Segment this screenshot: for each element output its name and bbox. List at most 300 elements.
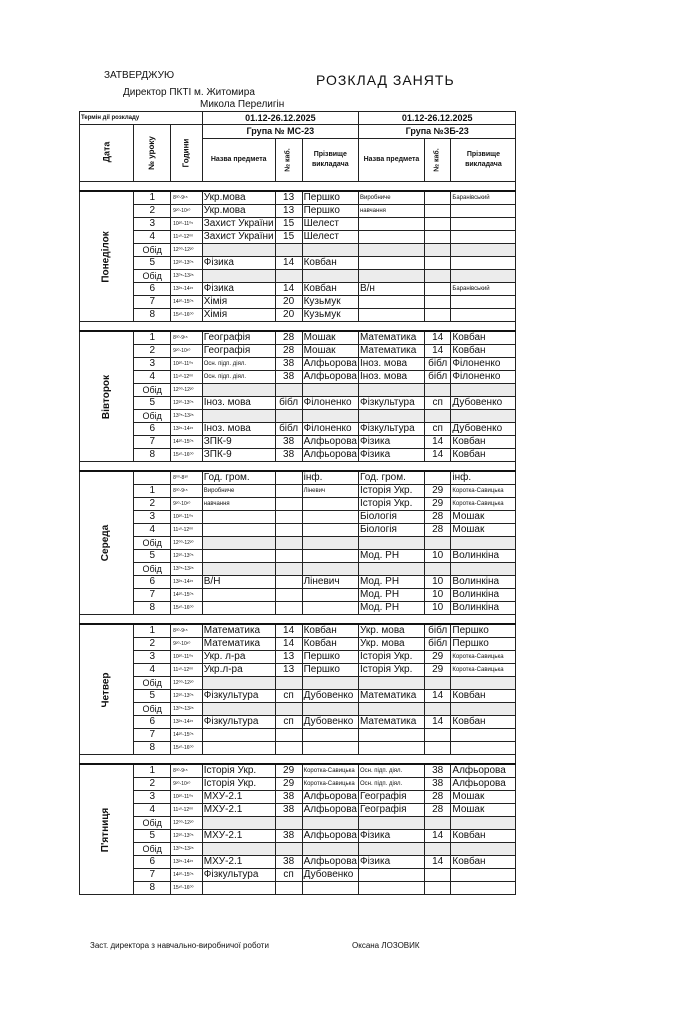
room-group1 <box>275 498 302 511</box>
table-row <box>80 742 516 755</box>
lunch-cell <box>358 270 424 283</box>
teacher-group1: Ковбан <box>302 624 358 638</box>
lesson-number: 8 <box>134 882 171 895</box>
lunch-cell <box>302 677 358 690</box>
lunch-cell <box>202 410 275 423</box>
teacher-group1: Шелест <box>302 218 358 231</box>
lesson-number: 7 <box>134 869 171 882</box>
lunch-cell <box>424 563 450 576</box>
table-row <box>80 664 516 677</box>
lesson-time: 11¹⁰-12⁰⁰ <box>171 524 203 537</box>
teacher-group2: Алфьорова <box>451 764 516 778</box>
lesson-time: 15¹⁰-16⁰⁰ <box>171 602 203 615</box>
teacher-group2: Мошак <box>451 524 516 537</box>
room-group2: 14 <box>424 856 450 869</box>
room-group2: 28 <box>424 804 450 817</box>
lunch-cell <box>451 563 516 576</box>
director-label: Директор ПКТІ м. Житомира <box>123 87 255 98</box>
room-group1 <box>275 524 302 537</box>
lunch-cell <box>275 703 302 716</box>
lesson-number: 8 <box>134 309 171 322</box>
room-group1: 38 <box>275 830 302 843</box>
room-group2: 14 <box>424 690 450 703</box>
table-row <box>80 690 516 703</box>
teacher-group1: Філоненко <box>302 397 358 410</box>
lesson-time: 9²⁰-10¹⁰ <box>171 205 203 218</box>
deputy-label: Заст. директора з навчально-виробничої роботи <box>90 941 269 950</box>
lesson-time: 9²⁰-10¹⁰ <box>171 778 203 791</box>
lunch-cell <box>358 244 424 257</box>
lunch-cell <box>202 537 275 550</box>
lesson-time: 8³⁰-9¹⁵ <box>171 331 203 345</box>
table-row <box>80 729 516 742</box>
room-group2: 10 <box>424 550 450 563</box>
table-row <box>80 485 516 498</box>
teacher-group2: Першко <box>451 638 516 651</box>
table-row <box>80 384 516 397</box>
table-row <box>80 869 516 882</box>
day-name: Понеділок <box>80 191 134 322</box>
lesson-number: 5 <box>134 257 171 270</box>
lesson-number <box>134 471 171 485</box>
lunch-cell <box>451 703 516 716</box>
approve-label: ЗАТВЕРДЖУЮ <box>104 70 175 81</box>
teacher-group1: Кузьмук <box>302 309 358 322</box>
lesson-number: Обід <box>134 410 171 423</box>
group1-subject-header: Назва предмета <box>202 138 275 181</box>
room-group2: 14 <box>424 345 450 358</box>
teacher-group2: Коротка-Савицька <box>451 485 516 498</box>
teacher-group2 <box>451 296 516 309</box>
lunch-cell <box>275 244 302 257</box>
room-group1: сп <box>275 690 302 703</box>
teacher-group2: Ковбан <box>451 690 516 703</box>
group1-teacher-header: Прізвище викладача <box>302 138 358 181</box>
subject-group2: навчання <box>358 205 424 218</box>
subject-group1: МХУ-2.1 <box>202 791 275 804</box>
lesson-number: 4 <box>134 664 171 677</box>
table-row <box>80 511 516 524</box>
teacher-group2: Ковбан <box>451 716 516 729</box>
subject-group1 <box>202 882 275 895</box>
subject-group1 <box>202 589 275 602</box>
subject-group2: Географія <box>358 791 424 804</box>
teacher-group1: Коротка-Савицька <box>302 778 358 791</box>
subject-group1: Фізкультура <box>202 690 275 703</box>
teacher-group2: Ковбан <box>451 331 516 345</box>
teacher-group1 <box>302 550 358 563</box>
lesson-time: 11¹⁰-12⁰⁰ <box>171 804 203 817</box>
director-name: Микола Перелигін <box>200 99 285 110</box>
subject-group2: Мод. РН <box>358 550 424 563</box>
lesson-time: 12²⁰-13⁰⁵ <box>171 830 203 843</box>
lesson-number: Обід <box>134 384 171 397</box>
subject-group1: В/Н <box>202 576 275 589</box>
lesson-number: 4 <box>134 371 171 384</box>
lesson-number: 8 <box>134 742 171 755</box>
table-row <box>80 764 516 778</box>
teacher-group1: Першко <box>302 191 358 205</box>
room-group1: 29 <box>275 778 302 791</box>
group2-teacher-header: Прізвище викладача <box>451 138 516 181</box>
table-row <box>80 638 516 651</box>
lesson-number: Обід <box>134 703 171 716</box>
lunch-cell <box>451 384 516 397</box>
room-group2: 28 <box>424 511 450 524</box>
table-row <box>80 524 516 537</box>
room-group2: 29 <box>424 664 450 677</box>
subject-group2: Мод. РН <box>358 602 424 615</box>
day-separator <box>80 182 516 192</box>
room-group1: 13 <box>275 191 302 205</box>
subject-group2: Історія Укр. <box>358 485 424 498</box>
lunch-cell <box>424 677 450 690</box>
table-row <box>80 218 516 231</box>
room-group2: 38 <box>424 778 450 791</box>
table-row <box>80 449 516 462</box>
subject-group1: Укр.мова <box>202 191 275 205</box>
subject-group1: Математика <box>202 624 275 638</box>
lunch-cell <box>202 384 275 397</box>
teacher-group1: Алфьорова <box>303 830 357 841</box>
table-row <box>80 778 516 791</box>
teacher-group1 <box>302 882 358 895</box>
lesson-time: 13²⁵-14¹⁵ <box>171 856 203 869</box>
lesson-number: 8 <box>134 602 171 615</box>
teacher-group1: інф. <box>302 471 358 485</box>
lesson-number: 1 <box>134 485 171 498</box>
lunch-cell <box>358 563 424 576</box>
teacher-group1: Ковбан <box>302 283 358 296</box>
teacher-group1: Шелест <box>302 231 358 244</box>
lesson-number: 7 <box>134 296 171 309</box>
room-group1 <box>275 882 302 895</box>
lesson-number: 4 <box>134 231 171 244</box>
lesson-number: 7 <box>134 729 171 742</box>
table-row <box>80 677 516 690</box>
table-row <box>80 296 516 309</box>
subject-group2: Укр. мова <box>358 638 424 651</box>
lesson-time: 12⁰⁰-12²⁰ <box>171 537 203 550</box>
table-row <box>80 716 516 729</box>
teacher-group2: Ковбан <box>451 830 516 843</box>
room-group2: бібл <box>424 624 450 638</box>
table-row <box>80 257 516 270</box>
lunch-cell <box>358 817 424 830</box>
lesson-time: 12⁰⁰-12²⁰ <box>171 244 203 257</box>
lesson-number: 6 <box>134 856 171 869</box>
group1-period: 01.12-26.12.2025 <box>202 112 358 125</box>
subject-group2 <box>358 218 424 231</box>
teacher-group2 <box>451 742 516 755</box>
lesson-time: 13²⁵-14¹⁵ <box>171 283 203 296</box>
subject-group1: Математика <box>202 638 275 651</box>
lesson-time: 14²⁰-15⁰⁵ <box>171 296 203 309</box>
day-separator <box>80 322 516 332</box>
table-row <box>80 371 516 384</box>
subject-group1: Географія <box>202 331 275 345</box>
room-group2: 28 <box>424 791 450 804</box>
room-group2: 14 <box>424 436 450 449</box>
room-group1 <box>275 511 302 524</box>
lesson-number: 3 <box>134 651 171 664</box>
lesson-time: 8³⁰-9¹⁵ <box>171 191 203 205</box>
room-group1: 14 <box>275 257 302 270</box>
subject-group2: Фізика <box>358 856 424 869</box>
room-group1: сп <box>275 716 302 729</box>
lesson-time: 12²⁰-13⁰⁵ <box>171 550 203 563</box>
room-group2: 38 <box>424 764 450 778</box>
lunch-cell <box>275 817 302 830</box>
room-group2 <box>424 309 450 322</box>
teacher-group1 <box>302 602 358 615</box>
table-row <box>80 345 516 358</box>
room-group1: бібл <box>275 397 302 410</box>
day-name: Середа <box>80 471 134 615</box>
lesson-number: Обід <box>134 677 171 690</box>
teacher-group2: Мошак <box>451 804 516 817</box>
subject-group1: Історія Укр. <box>202 778 275 791</box>
lunch-cell <box>202 703 275 716</box>
lunch-cell <box>275 384 302 397</box>
subject-group1: Укр. л-ра <box>202 651 275 664</box>
room-group1: 29 <box>275 764 302 778</box>
table-row <box>80 817 516 830</box>
room-group2 <box>424 283 450 296</box>
teacher-group1: Першко <box>302 664 358 677</box>
room-group2: 10 <box>424 576 450 589</box>
subject-group1: Фізика <box>202 283 275 296</box>
lesson-time: 10²⁰-11⁰⁵ <box>171 218 203 231</box>
day-name: Вівторок <box>80 331 134 462</box>
teacher-group1: Алфьорова <box>303 791 357 802</box>
teacher-group2: Ковбан <box>451 436 516 449</box>
table-row <box>80 358 516 371</box>
teacher-group2: Волинкіна <box>451 576 516 589</box>
subject-group2: Історія Укр. <box>358 498 424 511</box>
subject-group1: Захист України <box>203 218 274 229</box>
table-row <box>80 576 516 589</box>
deputy-name: Оксана ЛОЗОВИК <box>352 941 420 950</box>
lesson-time: 12²⁰-13⁰⁵ <box>171 690 203 703</box>
teacher-group1: Дубовенко <box>302 869 358 882</box>
table-row <box>80 830 516 843</box>
room-group2 <box>424 296 450 309</box>
lesson-number: 3 <box>134 358 171 371</box>
lunch-cell <box>275 563 302 576</box>
teacher-group2 <box>451 729 516 742</box>
lunch-cell <box>424 703 450 716</box>
subject-group2: Мод. РН <box>358 589 424 602</box>
teacher-group1 <box>302 589 358 602</box>
subject-group2: Іноз. мова <box>358 358 424 371</box>
lesson-time: 9²⁰-10¹⁰ <box>171 498 203 511</box>
lesson-number: 3 <box>134 218 171 231</box>
teacher-group2: Ковбан <box>451 449 516 462</box>
subject-group2: Іноз. мова <box>358 371 424 384</box>
subject-group2: Історія Укр. <box>358 664 424 677</box>
lunch-cell <box>451 270 516 283</box>
group2-room-header: № каб. <box>424 138 450 181</box>
subject-group2: Фізика <box>358 830 424 843</box>
teacher-group1: Мошак <box>302 345 358 358</box>
teacher-group1: Філоненко <box>302 423 358 436</box>
room-group1 <box>275 471 302 485</box>
lunch-cell <box>358 703 424 716</box>
table-row <box>80 624 516 638</box>
lesson-number: 2 <box>134 638 171 651</box>
lunch-cell <box>451 677 516 690</box>
day-separator <box>80 755 516 765</box>
teacher-group1: Алфьорова <box>303 449 357 460</box>
teacher-group1: Дубовенко <box>302 716 358 729</box>
room-group2: 14 <box>424 331 450 345</box>
lesson-number: Обід <box>134 270 171 283</box>
subject-group2: Фізкультура <box>358 423 424 436</box>
subject-group1: Іноз. мова <box>202 423 275 436</box>
subject-group2: Біологія <box>358 524 424 537</box>
term-label: Термін дії розкладу <box>80 112 203 125</box>
day-separator <box>80 462 516 472</box>
lesson-time: 10²⁰-11⁰⁵ <box>171 651 203 664</box>
subject-group1: навчання <box>202 498 275 511</box>
table-row <box>80 563 516 576</box>
room-group2: сп <box>424 397 450 410</box>
teacher-group1: Ліневич <box>302 576 358 589</box>
lesson-number: 2 <box>134 498 171 511</box>
lesson-time: 11¹⁰-12⁰⁰ <box>171 664 203 677</box>
subject-group1: Укр.л-ра <box>202 664 275 677</box>
lesson-time: 14²⁰-15⁰⁵ <box>171 729 203 742</box>
lunch-cell <box>275 270 302 283</box>
lunch-cell <box>424 817 450 830</box>
teacher-group2: Ковбан <box>451 856 516 869</box>
table-row <box>80 882 516 895</box>
teacher-group2: Першко <box>451 624 516 638</box>
lesson-time: 13⁰⁵-13²⁵ <box>171 563 203 576</box>
room-group1: 13 <box>275 664 302 677</box>
table-row <box>80 191 516 205</box>
lesson-time: 9²⁰-10¹⁰ <box>171 638 203 651</box>
lunch-cell <box>202 563 275 576</box>
teacher-group1: Ковбан <box>302 638 358 651</box>
room-group2 <box>424 471 450 485</box>
room-group2: 28 <box>424 524 450 537</box>
lesson-time: 13²⁵-14¹⁵ <box>171 716 203 729</box>
teacher-group1: Ліневич <box>302 485 358 498</box>
lunch-cell <box>451 537 516 550</box>
room-group2: 10 <box>424 589 450 602</box>
lesson-time: 10²⁰-11⁰⁵ <box>171 791 203 804</box>
lunch-cell <box>424 244 450 257</box>
room-group1: 38 <box>275 358 302 371</box>
lesson-number: 8 <box>134 449 171 462</box>
subject-group1: Захист України <box>203 231 274 242</box>
lunch-cell <box>424 270 450 283</box>
teacher-group2: Волинкіна <box>451 602 516 615</box>
room-group2: 10 <box>424 602 450 615</box>
subject-group1 <box>202 729 275 742</box>
lesson-time: 13⁰⁵-13²⁵ <box>171 270 203 283</box>
lesson-time: 15¹⁰-16⁰⁰ <box>171 309 203 322</box>
lesson-number: Обід <box>134 537 171 550</box>
subject-group2: Осн. підп. діял. <box>358 778 424 791</box>
subject-group2 <box>358 257 424 270</box>
teacher-group2 <box>451 257 516 270</box>
lesson-number: 3 <box>134 791 171 804</box>
lesson-time: 11¹⁰-12⁰⁰ <box>171 231 203 244</box>
lesson-number: 2 <box>134 205 171 218</box>
table-row <box>80 791 516 804</box>
room-group1: 28 <box>275 331 302 345</box>
room-group1: 38 <box>275 791 302 804</box>
lunch-cell <box>302 537 358 550</box>
table-row <box>80 602 516 615</box>
teacher-group2: інф. <box>451 471 516 485</box>
room-group1: 14 <box>275 638 302 651</box>
room-group2 <box>424 882 450 895</box>
teacher-group2 <box>451 882 516 895</box>
table-row <box>80 843 516 856</box>
teacher-group2 <box>451 218 516 231</box>
subject-group1 <box>202 742 275 755</box>
lesson-time: 10²⁰-11⁰⁵ <box>171 358 203 371</box>
lunch-cell <box>302 384 358 397</box>
hours-column-header: Години <box>171 125 203 182</box>
lesson-number: Обід <box>134 244 171 257</box>
lunch-cell <box>202 677 275 690</box>
lunch-cell <box>302 817 358 830</box>
lesson-number: 4 <box>134 804 171 817</box>
teacher-group2: Алфьорова <box>451 778 516 791</box>
lunch-cell <box>424 410 450 423</box>
lesson-time: 8³⁰-9¹⁵ <box>171 624 203 638</box>
lesson-number: 5 <box>134 830 171 843</box>
teacher-group1: Першко <box>302 651 358 664</box>
room-group1: 13 <box>275 651 302 664</box>
room-group1: бібл <box>275 423 302 436</box>
group2-name: Група №ЗБ-23 <box>358 125 515 139</box>
subject-group2: Математика <box>358 345 424 358</box>
subject-group1: МХУ-2.1 <box>202 804 275 817</box>
subject-group2: Географія <box>358 804 424 817</box>
teacher-group1: Першко <box>302 205 358 218</box>
room-group2 <box>424 231 450 244</box>
lesson-number: 2 <box>134 345 171 358</box>
table-row <box>80 651 516 664</box>
lesson-time: 8⁰⁰-8³⁰ <box>171 471 203 485</box>
subject-group2: Математика <box>358 716 424 729</box>
lesson-number: 1 <box>134 191 171 205</box>
teacher-group2: Мошак <box>451 511 516 524</box>
teacher-group2: Коротка-Савицька <box>451 498 516 511</box>
table-row <box>80 804 516 817</box>
lunch-cell <box>275 410 302 423</box>
subject-group1: Осн. підп. діял. <box>202 358 275 371</box>
subject-group1: Фізкультура <box>202 869 275 882</box>
subject-group1 <box>202 524 275 537</box>
room-group1 <box>275 589 302 602</box>
table-row <box>80 270 516 283</box>
lunch-cell <box>451 843 516 856</box>
group1-room-header: № каб. <box>275 138 302 181</box>
lesson-time: 15¹⁰-16⁰⁰ <box>171 449 203 462</box>
teacher-group2: Філоненко <box>451 358 516 371</box>
day-name: Четвер <box>80 624 134 755</box>
schedule-table <box>79 111 516 895</box>
subject-group2 <box>358 729 424 742</box>
teacher-group2 <box>451 309 516 322</box>
